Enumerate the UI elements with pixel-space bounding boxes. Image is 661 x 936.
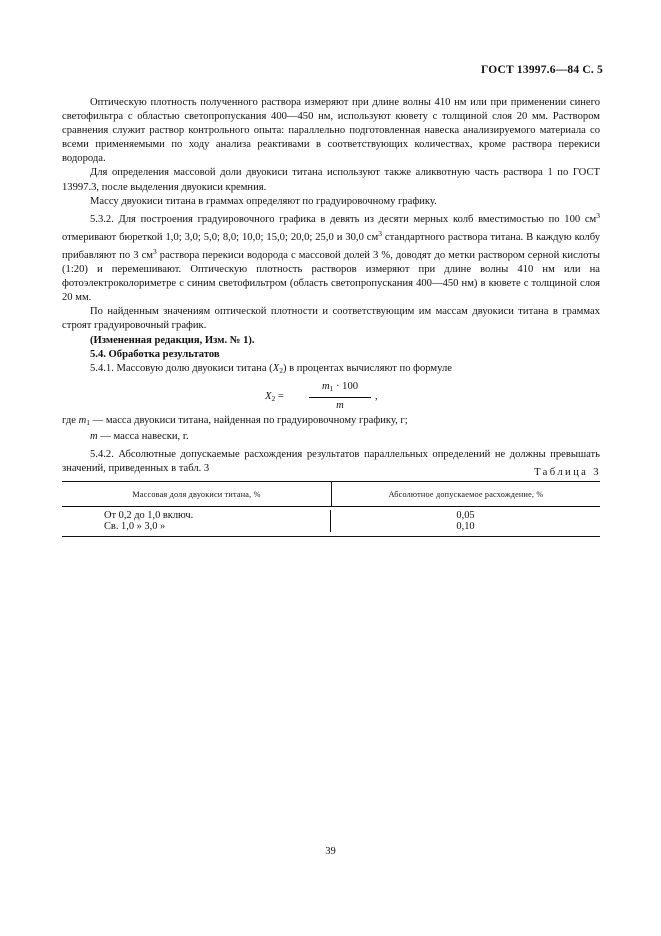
paragraph-optical-density: Оптическую плотность полученного раствора измеряют при длине волны 410 нм или при применении синего светофильтра с областью светопропускания 400—450 нм, используют кювету с толщиной слоя 20 мм. Раствором сравнения служит раствор контрольного опыта: параллельно подготовленная навеска анализируемого материала со всеми применяемыми по ходу анализа реактивами в соответствующих количествах, кроме раствора перекиси водорода. bbox=[62, 97, 600, 165]
paragraph-5-4-1: 5.4.1. Массовую долю двуокиси титана $(X_2)$ в процентах вычисляют по формуле bbox=[90, 362, 452, 375]
paragraph-mass-graph: Массу двуокиси титана в граммах определяют по градуировочному графику. bbox=[90, 195, 437, 207]
table-body bbox=[62, 507, 600, 536]
paragraph-build-graph: По найденным значениям оптической плотности и соответствующим им массам двуокиси титана в граммах строят градуировочный график. bbox=[62, 306, 600, 332]
table-cell: 0,05 bbox=[456, 510, 475, 521]
paragraph-5-3-2: 5.3.2. Для построения градуировочного графика в девять из десяти мерных колб вместимостью по 100 $см^3$ отмеривают бюреткой 1,0; 3,0; 5,0; 8,0; 10,0; 15,0; 20,0; 25,0 и 30,0 $см^3$ стандартного раствора титана. В каждую колбу прибавляют по 3 $см^3$ раствора перекиси водорода с массовой долей 3 %, доводят до метки раствором серной кислоты (1:20) и перемешивают. Оптическую плотность растворов измеряют при длине волны 410 нм или на фотоэлектроколориметре с синим светофильтром (область светопропускания 400—450 нм) в кювете с толщиной слоя 20 мм. bbox=[62, 210, 600, 304]
table-header-row bbox=[62, 482, 600, 507]
table-cell: 0,10 bbox=[456, 521, 475, 532]
table-caption: Таблица 3 bbox=[534, 467, 601, 478]
formula-lhs: $X_2$ = bbox=[265, 390, 284, 403]
section-heading-5-4: 5.4. Обработка результатов bbox=[90, 348, 220, 360]
table-cell: Св. 1,0 » 3,0 » bbox=[104, 521, 166, 532]
paragraph-aliquot: Для определения массовой доли двуокиси титана используют также аликвотную часть раствора 1 по ГОСТ 13997.3, после выделения двуокиси кремния. bbox=[62, 167, 600, 193]
formula-fraction bbox=[309, 380, 371, 413]
table-column-discrepancy bbox=[331, 510, 600, 532]
page-header: ГОСТ 13997.6—84 С. 5 bbox=[480, 64, 603, 76]
formula-numerator: $m_1 \cdot 100$ bbox=[309, 380, 371, 398]
table-header-mass-fraction: Массовая доля двуокиси титана, % bbox=[62, 482, 332, 506]
paragraph-amendment: (Измененная редакция, Изм. № 1). bbox=[90, 334, 255, 346]
results-table bbox=[62, 481, 600, 537]
formula-denominator: m bbox=[336, 399, 344, 411]
table-column-mass-fraction bbox=[62, 510, 331, 532]
table-header-discrepancy: Абсолютное допускаемое расхождение, % bbox=[388, 489, 544, 499]
body-text bbox=[62, 96, 600, 476]
table-cell: От 0,2 до 1,0 включ. bbox=[104, 510, 194, 521]
definition-m: m — масса навески, г. bbox=[90, 430, 189, 442]
definition-m1: где $m_1$ — масса двуокиси титана, найденная по градуировочному графику, г; bbox=[62, 414, 408, 427]
paragraph-5-4-2: 5.4.2. Абсолютные допускаемые расхождения результатов параллельных определений не должны превышать значений, приведенных в табл. 3 bbox=[62, 448, 600, 475]
formula bbox=[62, 380, 600, 414]
formula-comma: , bbox=[375, 390, 378, 402]
page-number: 39 bbox=[325, 846, 336, 857]
